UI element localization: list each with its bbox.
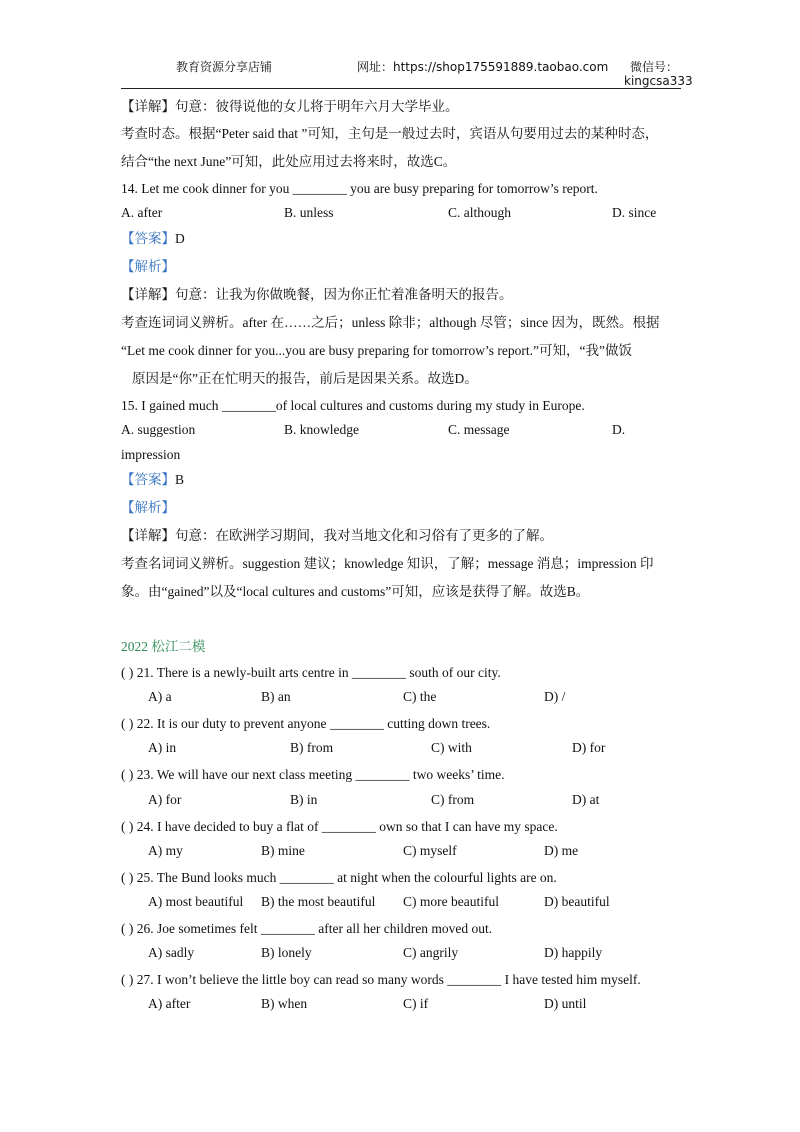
q14-analysis-label: 【解析】 xyxy=(121,259,175,274)
q25-option-b: B) the most beautiful xyxy=(261,894,376,909)
q27-option-a: A) after xyxy=(148,996,191,1011)
q14-explanation-2: “Let me cook dinner for you...you are busy preparing for tomorrow’s report.”可知，“我”做饭 xyxy=(121,343,632,358)
q27-stem: ( ) 27. I won’t believe the little boy can read so many words ________ I have tested him myself. xyxy=(121,972,641,987)
q26-option-c: C) angrily xyxy=(403,945,459,960)
q15-option-d: D. xyxy=(612,422,626,437)
header-wechat-id: kingcsa333 xyxy=(624,74,693,88)
q24-option-b: B) mine xyxy=(261,843,305,858)
q15-option-b: B. knowledge xyxy=(284,422,359,437)
q15-answer-label: 【答案】 xyxy=(121,472,175,487)
q27-option-c: C) if xyxy=(403,996,429,1011)
q24-option-a: A) my xyxy=(148,843,183,858)
q22-option-c: C) with xyxy=(431,740,472,755)
q15-explanation-2: 象。由“gained”以及“local cultures and customs”可知，应该是获得了解。故选B。 xyxy=(121,584,590,599)
q23-option-b: B) in xyxy=(290,792,318,807)
q14-option-b: B. unless xyxy=(284,205,334,220)
q14-option-d: D. since xyxy=(612,205,657,220)
q15-option-d-wrap: impression xyxy=(121,447,181,462)
q14-stem: 14. Let me cook dinner for you ________ you are busy preparing for tomorrow’s report. xyxy=(121,181,598,196)
q15-answer-value: B xyxy=(175,472,185,487)
q14-answer-value: D xyxy=(175,231,185,246)
q27-option-d: D) until xyxy=(544,996,587,1011)
q14-explanation-1: 考查连词词义辨析。after 在……之后；unless 除非；although 尽管；since 因为，既然。根据 xyxy=(121,315,660,330)
q15-analysis-label: 【解析】 xyxy=(121,500,175,515)
q15-option-c: C. message xyxy=(448,422,510,437)
q22-stem: ( ) 22. It is our duty to prevent anyone ________ cutting down trees. xyxy=(121,716,491,731)
q13-explanation-2: 结合“the next June”可知，此处应用过去将来时，故选C。 xyxy=(121,154,457,169)
page-header xyxy=(0,0,800,90)
q25-stem: ( ) 25. The Bund looks much ________ at night when the colourful lights are on. xyxy=(121,870,557,885)
header-divider xyxy=(121,88,681,89)
q26-option-b: B) lonely xyxy=(261,945,312,960)
q23-stem: ( ) 23. We will have our next class meeting ________ two weeks’ time. xyxy=(121,767,505,782)
q22-option-d: D) for xyxy=(572,740,606,755)
q15-answer xyxy=(121,471,184,489)
q21-option-d: D) / xyxy=(544,689,566,704)
q14-answer xyxy=(121,230,185,248)
q22-option-b: B) from xyxy=(290,740,334,755)
q21-option-c: C) the xyxy=(403,689,437,704)
q15-stem: 15. I gained much ________of local cultures and customs during my study in Europe. xyxy=(121,398,585,413)
q25-option-a: A) most beautiful xyxy=(148,894,244,909)
q23-option-c: C) from xyxy=(431,792,475,807)
q14-detail: 【详解】句意：让我为你做晚餐，因为你正忙着准备明天的报告。 xyxy=(121,287,513,302)
q23-option-d: D) at xyxy=(572,792,600,807)
section-title: 2022 松江二模 xyxy=(121,639,206,654)
q21-stem: ( ) 21. There is a newly-built arts centre in ________ south of our city. xyxy=(121,665,501,680)
header-shop-name: 教育资源分享店铺 xyxy=(176,60,273,74)
q21-option-b: B) an xyxy=(261,689,291,704)
q14-option-a: A. after xyxy=(121,205,163,220)
q15-option-a: A. suggestion xyxy=(121,422,196,437)
q23-option-a: A) for xyxy=(148,792,182,807)
q21-option-a: A) a xyxy=(148,689,172,704)
q24-stem: ( ) 24. I have decided to buy a flat of ________ own so that I can have my space. xyxy=(121,819,558,834)
q27-option-b: B) when xyxy=(261,996,308,1011)
q15-detail: 【详解】句意：在欧洲学习期间，我对当地文化和习俗有了更多的了解。 xyxy=(121,528,553,543)
q13-explanation-1: 考查时态。根据“Peter said that ”可知，主句是一般过去时，宾语从句要用过去的某种时态， xyxy=(121,126,659,141)
q22-option-a: A) in xyxy=(148,740,177,755)
q24-option-c: C) myself xyxy=(403,843,457,858)
header-wechat-label: 微信号： xyxy=(630,60,679,74)
q26-option-a: A) sadly xyxy=(148,945,195,960)
header-url: 网址：https://shop175591889.taobao.com xyxy=(357,60,609,74)
q14-explanation-3: 原因是“你”正在忙明天的报告，前后是因果关系。故选D。 xyxy=(132,371,478,386)
q26-option-d: D) happily xyxy=(544,945,603,960)
q15-explanation-1: 考查名词词义辨析。suggestion 建议；knowledge 知识，了解；message 消息；impression 印 xyxy=(121,556,654,571)
q25-option-d: D) beautiful xyxy=(544,894,610,909)
q14-option-c: C. although xyxy=(448,205,511,220)
q13-detail: 【详解】句意：彼得说他的女儿将于明年六月大学毕业。 xyxy=(121,99,459,114)
q24-option-d: D) me xyxy=(544,843,579,858)
q26-stem: ( ) 26. Joe sometimes felt ________ after all her children moved out. xyxy=(121,921,493,936)
q25-option-c: C) more beautiful xyxy=(403,894,499,909)
q14-answer-label: 【答案】 xyxy=(121,231,175,246)
